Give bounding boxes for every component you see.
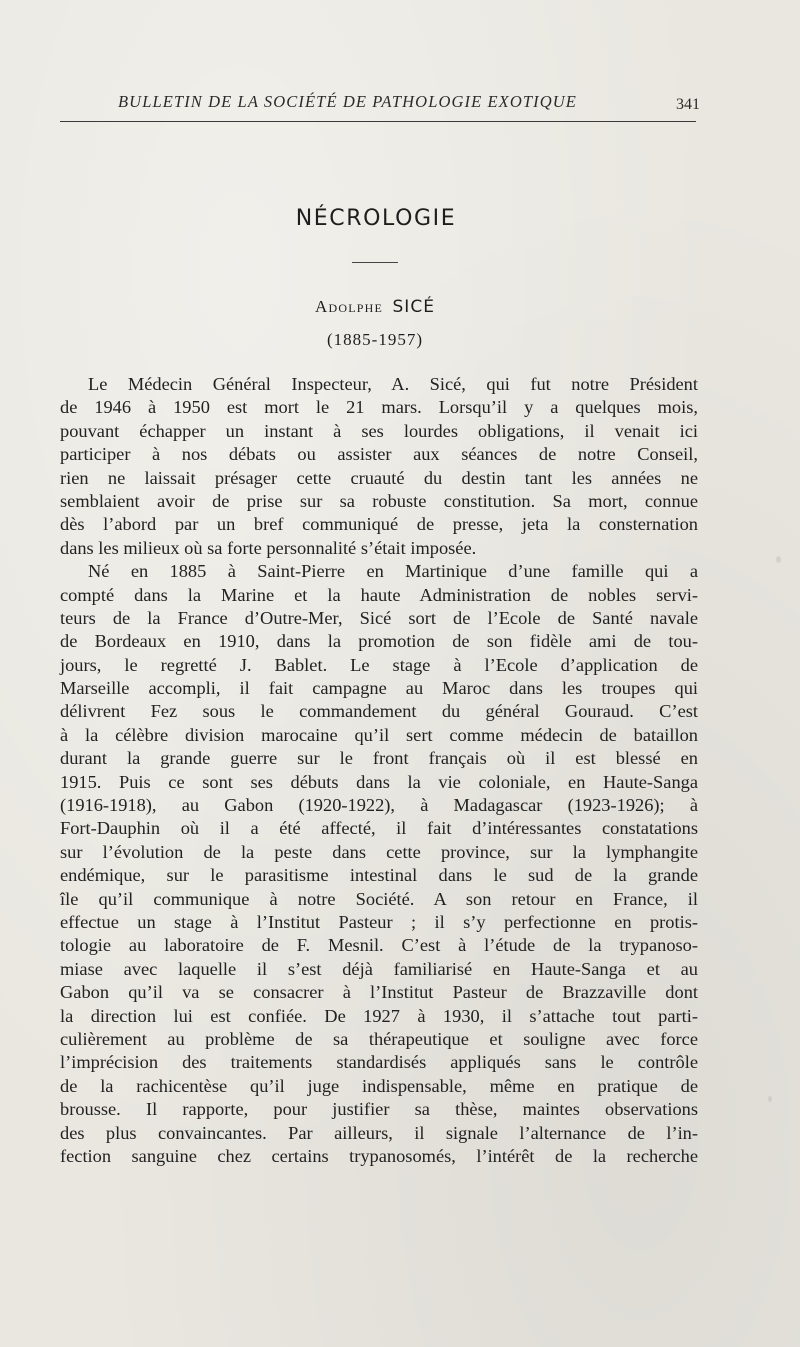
text-line: l’imprécision des traitements standardisés appliqués sans le contrôle — [60, 1052, 698, 1073]
text-line: Le Médecin Général Inspecteur, A. Sicé, qui fut notre Président — [88, 374, 698, 394]
text-line: dans les milieux où sa forte personnalité s’était imposée. — [60, 537, 477, 558]
text-line: île qu’il communique à notre Société. A son retour en France, il — [60, 888, 698, 909]
text-line: des plus convaincantes. Par ailleurs, il signale l’alternance de l’in- — [60, 1122, 698, 1143]
text-line: délivrent Fez sous le commandement du général Gouraud. C’est — [60, 701, 698, 722]
text-line: endémique, sur le parasitisme intestinal dans le sud de la grande — [60, 865, 698, 886]
text-line: miase avec laquelle il s’est déjà familiarisé en Haute-Sanga et au — [60, 958, 698, 979]
text-line: compté dans la Marine et la haute Administration de nobles servi- — [60, 584, 698, 605]
text-line: à la célèbre division marocaine qu’il sert comme médecin de bataillon — [60, 724, 698, 745]
text-line: (1916-1918), au Gabon (1920-1922), à Madagascar (1923-1926); à — [60, 795, 698, 816]
text-line: dès l’abord par un bref communiqué de presse, jeta la consternation — [60, 514, 698, 535]
page-number: 341 — [676, 96, 700, 113]
obituary-body — [60, 373, 698, 1168]
paper-stain — [776, 556, 781, 563]
journal-title: BULLETIN DE LA SOCIÉTÉ DE PATHOLOGIE EXOTIQUE — [118, 92, 577, 111]
text-line: sur l’évolution de la peste dans cette province, sur la lymphangite — [60, 841, 698, 862]
paper-stain — [768, 1096, 772, 1102]
text-line: effectue un stage à l’Institut Pasteur ; il s’y perfectionne en protis- — [60, 911, 698, 932]
text-line: fection sanguine chez certains trypanosomés, l’intérêt de la recherche — [60, 1145, 698, 1166]
text-line: Marseille accompli, il fait campagne au Maroc dans les troupes qui — [60, 678, 698, 699]
text-line: culièrement au problème de sa thérapeutique et souligne avec force — [60, 1028, 698, 1049]
text-line: Fort-Dauphin où il a été affecté, il fait d’intéressantes constatations — [60, 818, 698, 839]
text-line: semblaient avoir de prise sur sa robuste constitution. Sa mort, connue — [60, 490, 698, 511]
text-line: de Bordeaux en 1910, dans la promotion de son fidèle ami de tou- — [60, 631, 698, 652]
text-line: de 1946 à 1950 est mort le 21 mars. Lorsqu’il y a quelques mois, — [60, 397, 698, 418]
text-line: Né en 1885 à Saint-Pierre en Martinique d’une famille qui a — [88, 561, 698, 582]
obituary-surname: SICÉ — [392, 297, 435, 317]
text-line: jours, le regretté J. Bablet. Le stage à l’Ecole d’application de — [60, 654, 698, 675]
title-divider — [352, 262, 398, 263]
obituary-dates: (1885-1957) — [327, 330, 423, 349]
text-line: pouvant échapper un instant à ses lourdes obligations, il venait ici — [60, 420, 698, 441]
text-line: participer à nos débats ou assister aux séances de notre Conseil, — [60, 444, 698, 465]
text-line: rien ne laissait présager cette cruauté du destin tant les années ne — [60, 467, 698, 488]
section-title: NÉCROLOGIE — [295, 206, 457, 231]
obituary-first-name: Adolphe — [315, 297, 384, 316]
running-header — [60, 88, 700, 120]
text-line: durant la grande guerre sur le front français où il est blessé en — [60, 748, 698, 769]
text-line: la direction lui est confiée. De 1927 à 1930, il s’attache tout parti- — [60, 1005, 698, 1026]
obituary-name — [0, 297, 750, 317]
text-line: brousse. Il rapporte, pour justifier sa thèse, maintes observations — [60, 1099, 698, 1120]
text-line: teurs de la France d’Outre-Mer, Sicé sort de l’Ecole de Santé navale — [60, 607, 698, 628]
header-rule — [60, 121, 696, 122]
text-line: tologie au laboratoire de F. Mesnil. C’est à l’étude de la trypanoso- — [60, 935, 698, 956]
text-line: de la rachicentèse qu’il juge indispensable, même en pratique de — [60, 1075, 698, 1096]
text-line: Gabon qu’il va se consacrer à l’Institut Pasteur de Brazzaville dont — [60, 982, 698, 1003]
text-line: 1915. Puis ce sont ses débuts dans la vie coloniale, en Haute-Sanga — [60, 771, 698, 792]
